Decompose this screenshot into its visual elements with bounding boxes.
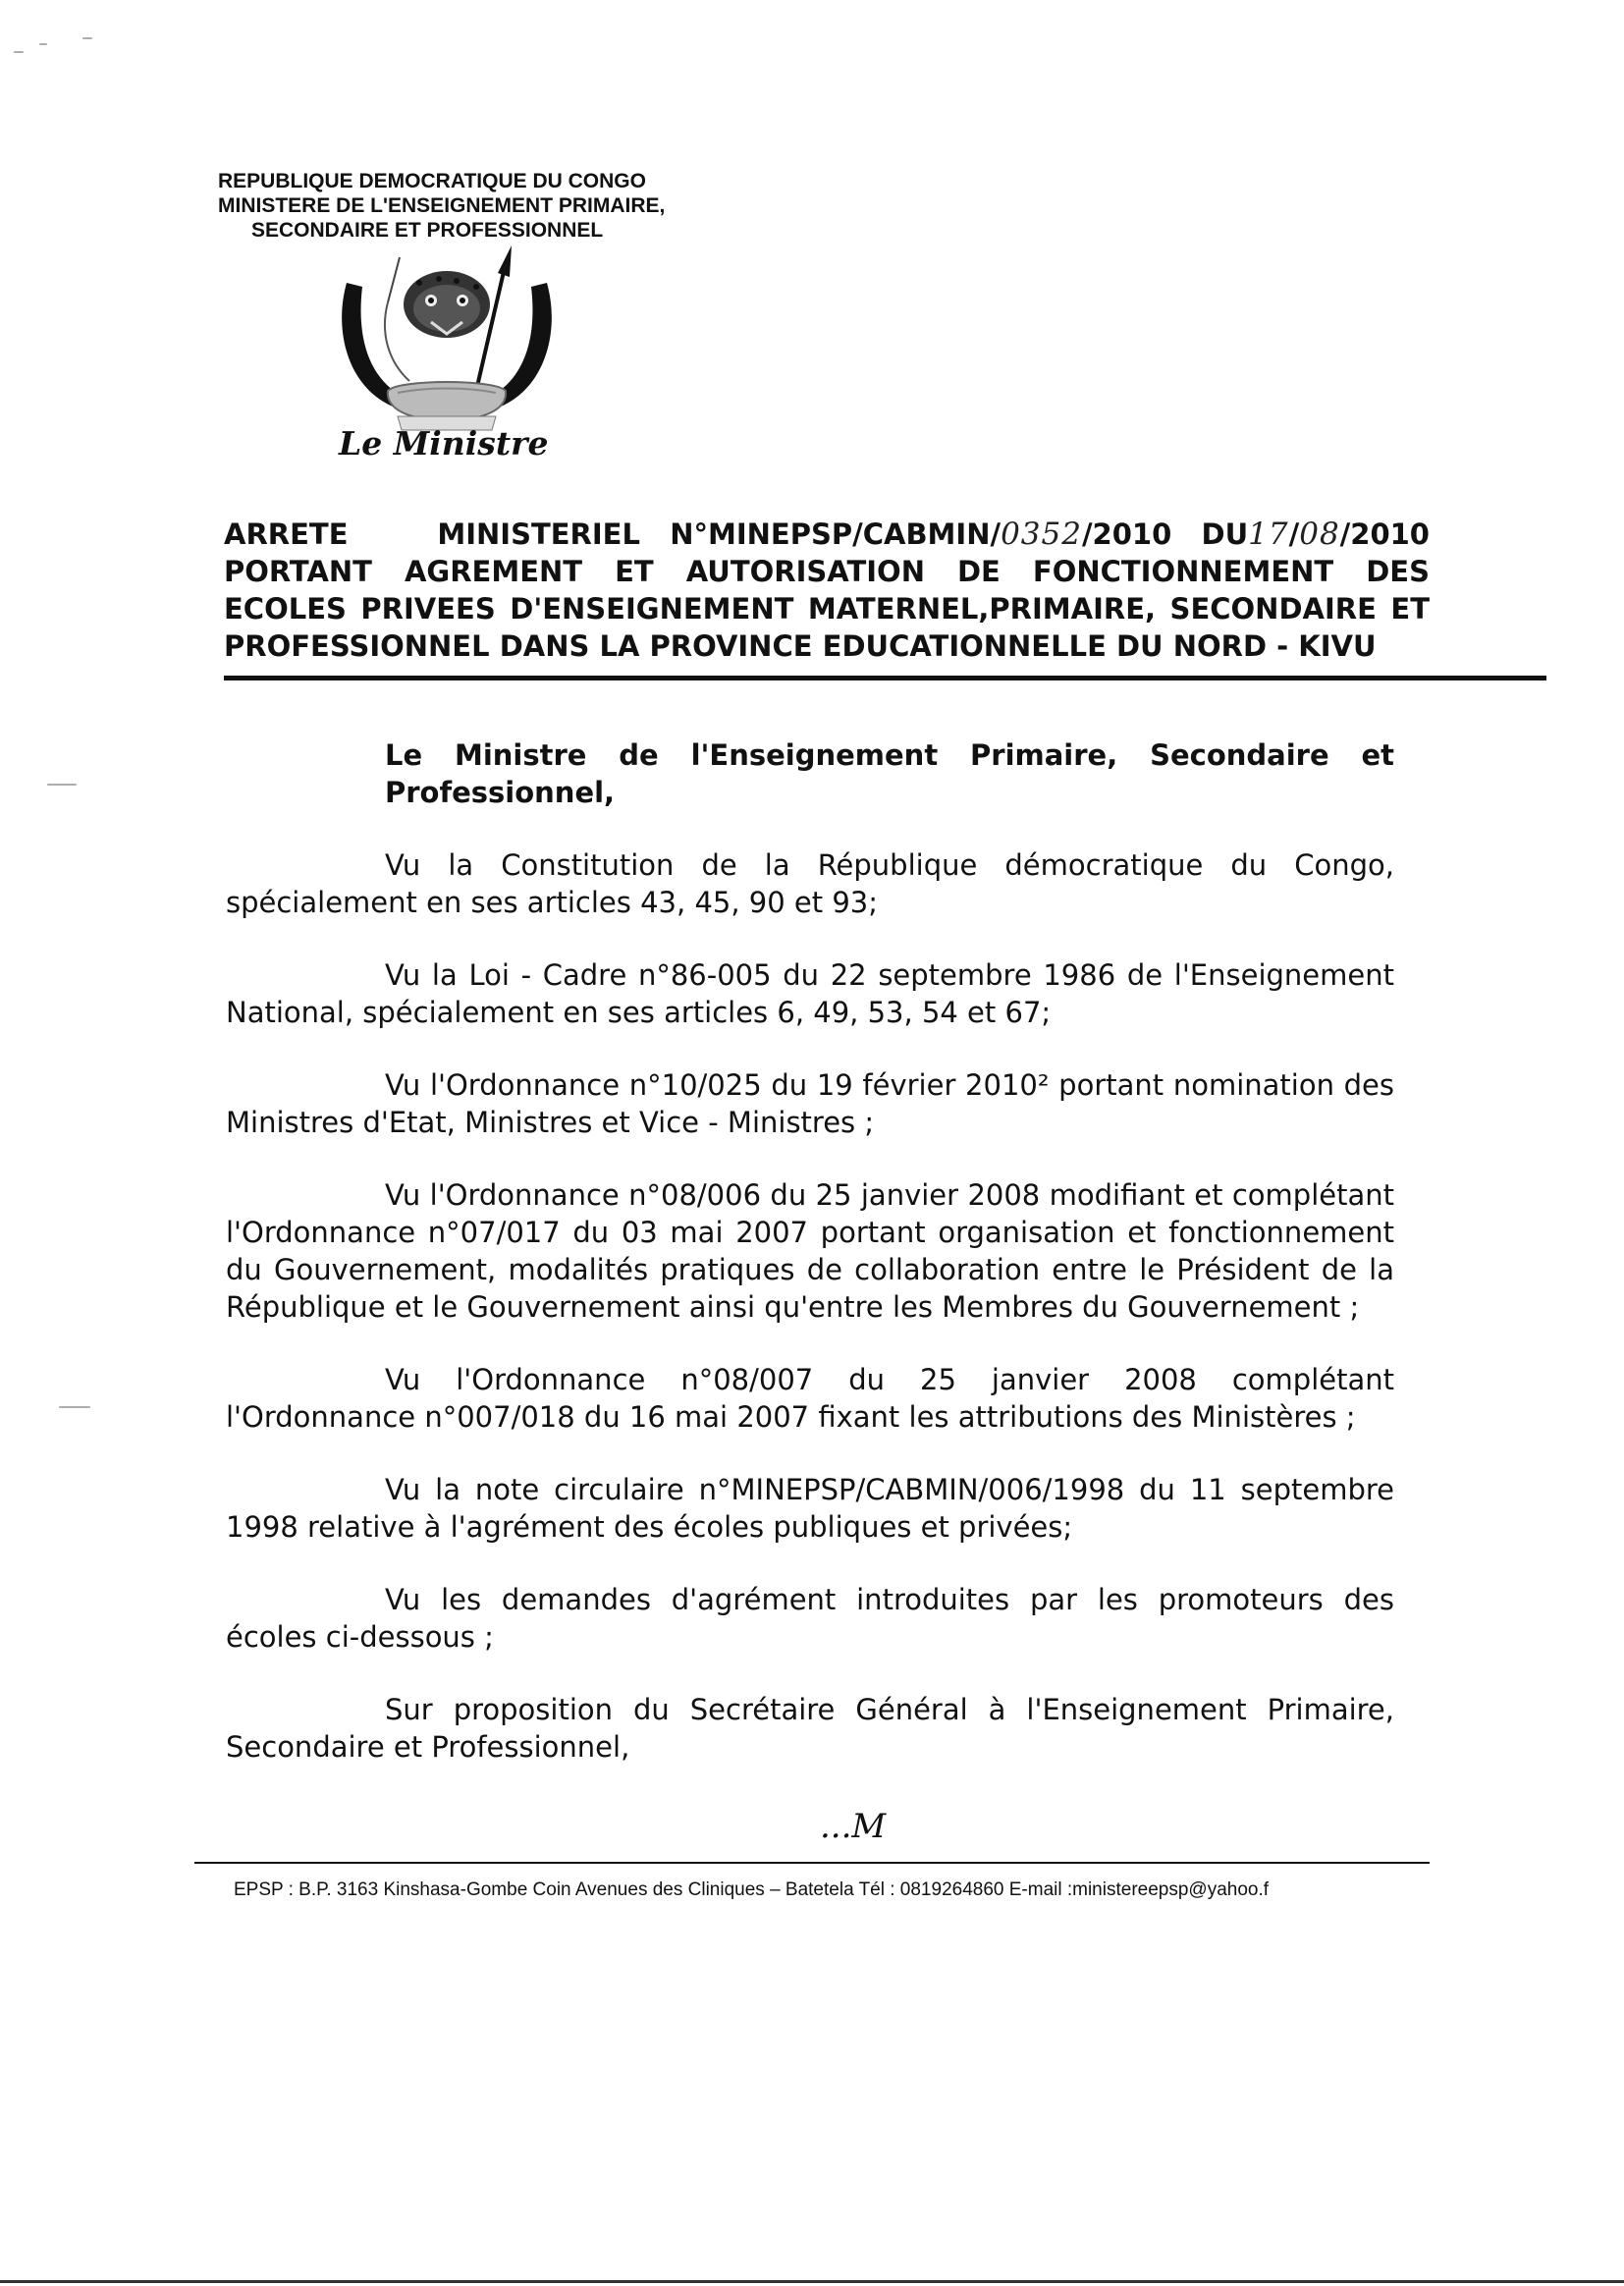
scan-mark xyxy=(47,784,77,786)
coat-of-arms-icon xyxy=(329,244,565,450)
decree-title-line-1: ARRETE MINISTERIEL N°MINEPSP/CABMIN/0352/2010 DU17/08/2010 xyxy=(224,517,1430,552)
handwritten-day: 17 xyxy=(1248,517,1289,552)
scan-edge xyxy=(0,2280,1624,2283)
decree-title-line-4: PROFESSIONNEL DANS LA PROVINCE EDUCATIONNELLE DU NORD - KIVU xyxy=(224,629,1377,663)
header-ministry: MINISTERE DE L'ENSEIGNEMENT PRIMAIRE, xyxy=(218,194,666,217)
decree-body xyxy=(226,736,1394,1801)
title-divider xyxy=(224,676,1546,680)
handwritten-number: 0352 xyxy=(1001,517,1082,552)
continuation-initials: ...M xyxy=(820,1807,887,1846)
decree-title-line-3: ECOLES PRIVEES D'ENSEIGNEMENT MATERNEL,PRIMAIRE, SECONDAIRE ET xyxy=(224,592,1430,626)
visa-paragraph: Vu l'Ordonnance n°10/025 du 19 février 2010² portant nomination des Ministres d'Etat, Ministres et Vice - Ministres ; xyxy=(226,1068,1394,1139)
proposal-paragraph: Sur proposition du Secrétaire Général à l'Enseignement Primaire, Secondaire et Professionnel, xyxy=(226,1693,1394,1764)
visa-paragraph: Vu les demandes d'agrément introduites par les promoteurs des écoles ci-dessous ; xyxy=(226,1583,1394,1654)
body-lead: Le Ministre de l'Enseignement Primaire, Secondaire et Professionnel, xyxy=(385,738,1394,809)
visa-paragraph: Vu l'Ordonnance n°08/007 du 25 janvier 2008 complétant l'Ordonnance n°007/018 du 16 mai 2007 fixant les attributions des Ministères ; xyxy=(226,1363,1394,1434)
scan-mark xyxy=(59,1406,90,1408)
institution-header xyxy=(218,169,768,243)
visa-paragraph: Vu l'Ordonnance n°08/006 du 25 janvier 2008 modifiant et complétant l'Ordonnance n°07/017 du 03 mai 2007 portant organisation et fonctionnement du Gouvernement, modalités pratiques de collaboration entre le Président de la République et le Gouvernement ainsi qu'entre les Membres du Gouvernement ; xyxy=(226,1178,1394,1324)
footer-divider xyxy=(194,1862,1430,1864)
scan-mark xyxy=(39,43,47,45)
minister-title: Le Ministre xyxy=(339,424,549,463)
scan-mark xyxy=(82,37,92,39)
decree-title-line-2: PORTANT AGREMENT ET AUTORISATION DE FONCTIONNEMENT DES xyxy=(224,555,1430,588)
footer-contact: EPSP : B.P. 3163 Kinshasa-Gombe Coin Avenues des Cliniques – Batetela Tél : 0819264860 E-mail :ministereepsp@yahoo.f xyxy=(234,1879,1270,1900)
decree-title xyxy=(224,516,1430,665)
handwritten-month: 08 xyxy=(1299,517,1340,552)
visa-paragraph: Vu la note circulaire n°MINEPSP/CABMIN/006/1998 du 11 septembre 1998 relative à l'agrément des écoles publiques et privées; xyxy=(226,1473,1394,1544)
visa-paragraph: Vu la Loi - Cadre n°86-005 du 22 septembre 1986 de l'Enseignement National, spécialement en ses articles 6, 49, 53, 54 et 67; xyxy=(226,958,1394,1029)
scan-mark xyxy=(14,51,24,53)
visa-paragraph: Vu la Constitution de la République démocratique du Congo, spécialement en ses articles 43, 45, 90 et 93; xyxy=(226,848,1394,919)
header-ministry-cont: SECONDAIRE ET PROFESSIONNEL xyxy=(251,219,604,242)
header-country: REPUBLIQUE DEMOCRATIQUE DU CONGO xyxy=(218,170,646,192)
